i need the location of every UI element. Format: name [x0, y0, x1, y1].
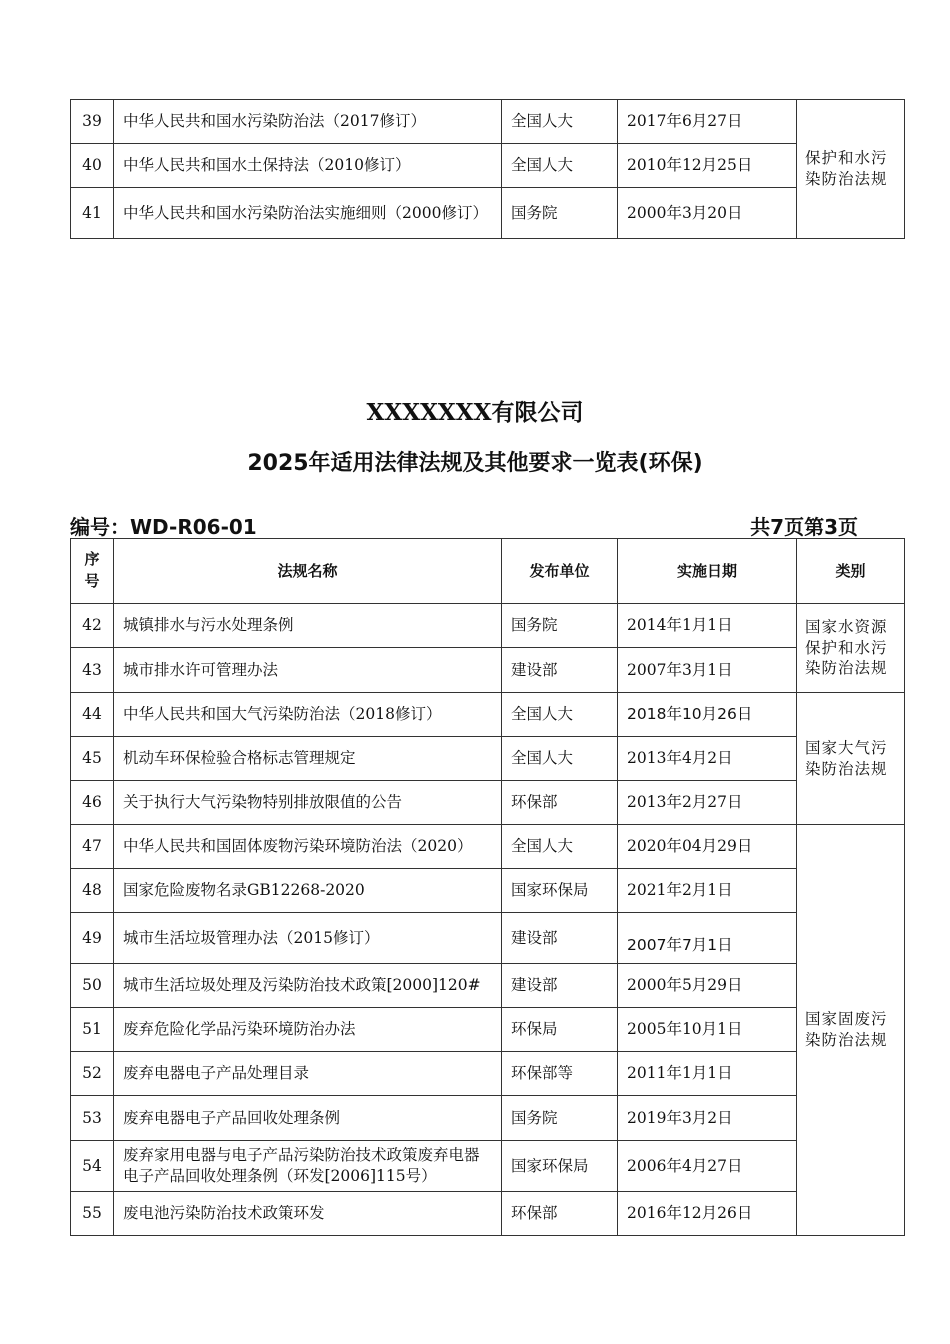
document-title: 2025年适用法律法规及其他要求一览表(环保) — [247, 451, 703, 476]
issuer: 国家环保局 — [502, 1141, 618, 1192]
effective-date: 2000年3月20日 — [618, 188, 797, 239]
effective-date: 2021年2月1日 — [618, 869, 797, 913]
issuer: 国务院 — [502, 1096, 618, 1141]
issuer: 全国人大 — [502, 737, 618, 781]
category-cell: 国家水资源保护和水污染防治法规 — [797, 604, 905, 693]
effective-date: 2018年10月26日 — [618, 693, 797, 737]
column-header-name: 法规名称 — [114, 539, 502, 604]
issuer: 环保部 — [502, 781, 618, 825]
issuer: 全国人大 — [502, 100, 618, 144]
table-header-row — [71, 539, 905, 604]
effective-date: 2013年4月2日 — [618, 737, 797, 781]
row-number: 47 — [71, 825, 114, 869]
table-row — [71, 737, 905, 781]
issuer: 建设部 — [502, 964, 618, 1008]
row-number: 44 — [71, 693, 114, 737]
row-number: 55 — [71, 1192, 114, 1236]
table-row — [71, 1052, 905, 1096]
column-header-issuer: 发布单位 — [502, 539, 618, 604]
effective-date: 2019年3月2日 — [618, 1096, 797, 1141]
row-number: 43 — [71, 648, 114, 693]
table-row — [71, 825, 905, 869]
regulation-name: 城市生活垃圾处理及污染防治技术政策[2000]120# — [114, 964, 502, 1008]
regulation-name: 中华人民共和国固体废物污染环境防治法（2020） — [114, 825, 502, 869]
effective-date: 2020年04月29日 — [618, 825, 797, 869]
effective-date: 2014年1月1日 — [618, 604, 797, 648]
effective-date: 2011年1月1日 — [618, 1052, 797, 1096]
issuer: 全国人大 — [502, 825, 618, 869]
row-number: 45 — [71, 737, 114, 781]
row-number: 41 — [71, 188, 114, 239]
regulation-name: 中华人民共和国水污染防治法（2017修订） — [114, 100, 502, 144]
row-number: 48 — [71, 869, 114, 913]
table-row — [71, 869, 905, 913]
table-row — [71, 1008, 905, 1052]
issuer: 建设部 — [502, 913, 618, 964]
regulation-name: 城镇排水与污水处理条例 — [114, 604, 502, 648]
effective-date: 2007年7月1日 — [618, 913, 797, 964]
regulation-name: 中华人民共和国水土保持法（2010修订） — [114, 144, 502, 188]
regulations-table — [70, 538, 905, 1236]
issuer: 国家环保局 — [502, 869, 618, 913]
effective-date: 2017年6月27日 — [618, 100, 797, 144]
row-number: 50 — [71, 964, 114, 1008]
effective-date: 2005年10月1日 — [618, 1008, 797, 1052]
table-row — [71, 604, 905, 648]
category-cell: 国家大气污染防治法规 — [797, 693, 905, 825]
issuer: 全国人大 — [502, 144, 618, 188]
regulation-name: 废弃家用电器与电子产品污染防治技术政策废弃电器电子产品回收处理条例（环发[2006]115号） — [114, 1141, 502, 1192]
row-number: 39 — [71, 100, 114, 144]
issuer: 全国人大 — [502, 693, 618, 737]
continuation-table — [70, 99, 905, 239]
issuer: 国务院 — [502, 188, 618, 239]
regulation-name: 关于执行大气污染物特别排放限值的公告 — [114, 781, 502, 825]
issuer: 环保部等 — [502, 1052, 618, 1096]
table-row — [71, 188, 905, 239]
document-number: 编号：WD-R06-01 — [70, 515, 257, 539]
row-number: 40 — [71, 144, 114, 188]
table-row — [71, 693, 905, 737]
regulation-name: 国家危险废物名录GB12268-2020 — [114, 869, 502, 913]
category-cell: 国家固废污染防治法规 — [797, 825, 905, 1236]
regulation-name: 废弃危险化学品污染环境防治办法 — [114, 1008, 502, 1052]
table-row — [71, 1192, 905, 1236]
category-cell: 保护和水污染防治法规 — [797, 100, 905, 239]
row-number: 51 — [71, 1008, 114, 1052]
issuer: 建设部 — [502, 648, 618, 693]
row-number: 42 — [71, 604, 114, 648]
row-number: 53 — [71, 1096, 114, 1141]
table-row — [71, 1096, 905, 1141]
effective-date: 2010年12月25日 — [618, 144, 797, 188]
table-row — [71, 1141, 905, 1192]
table-row — [71, 781, 905, 825]
issuer: 环保部 — [502, 1192, 618, 1236]
effective-date: 2007年3月1日 — [618, 648, 797, 693]
effective-date: 2013年2月27日 — [618, 781, 797, 825]
regulation-name: 废弃电器电子产品回收处理条例 — [114, 1096, 502, 1141]
regulation-name: 中华人民共和国大气污染防治法（2018修订） — [114, 693, 502, 737]
company-name: XXXXXXX有限公司 — [366, 399, 584, 426]
table-row — [71, 100, 905, 144]
row-number: 46 — [71, 781, 114, 825]
effective-date: 2000年5月29日 — [618, 964, 797, 1008]
regulation-name: 废弃电器电子产品处理目录 — [114, 1052, 502, 1096]
regulation-name: 废电池污染防治技术政策环发 — [114, 1192, 502, 1236]
row-number: 52 — [71, 1052, 114, 1096]
table-row — [71, 648, 905, 693]
table-row — [71, 964, 905, 1008]
issuer: 国务院 — [502, 604, 618, 648]
page-info: 共7页第3页 — [750, 515, 858, 539]
effective-date: 2006年4月27日 — [618, 1141, 797, 1192]
column-header-category: 类别 — [797, 539, 905, 604]
row-number: 49 — [71, 913, 114, 964]
regulation-name: 中华人民共和国水污染防治法实施细则（2000修订） — [114, 188, 502, 239]
issuer: 环保局 — [502, 1008, 618, 1052]
table-row — [71, 144, 905, 188]
regulation-name: 城市排水许可管理办法 — [114, 648, 502, 693]
table-row — [71, 913, 905, 964]
row-number: 54 — [71, 1141, 114, 1192]
effective-date: 2016年12月26日 — [618, 1192, 797, 1236]
regulation-name: 城市生活垃圾管理办法（2015修订） — [114, 913, 502, 964]
column-header-date: 实施日期 — [618, 539, 797, 604]
regulation-name: 机动车环保检验合格标志管理规定 — [114, 737, 502, 781]
column-header-no: 序号 — [71, 539, 114, 604]
